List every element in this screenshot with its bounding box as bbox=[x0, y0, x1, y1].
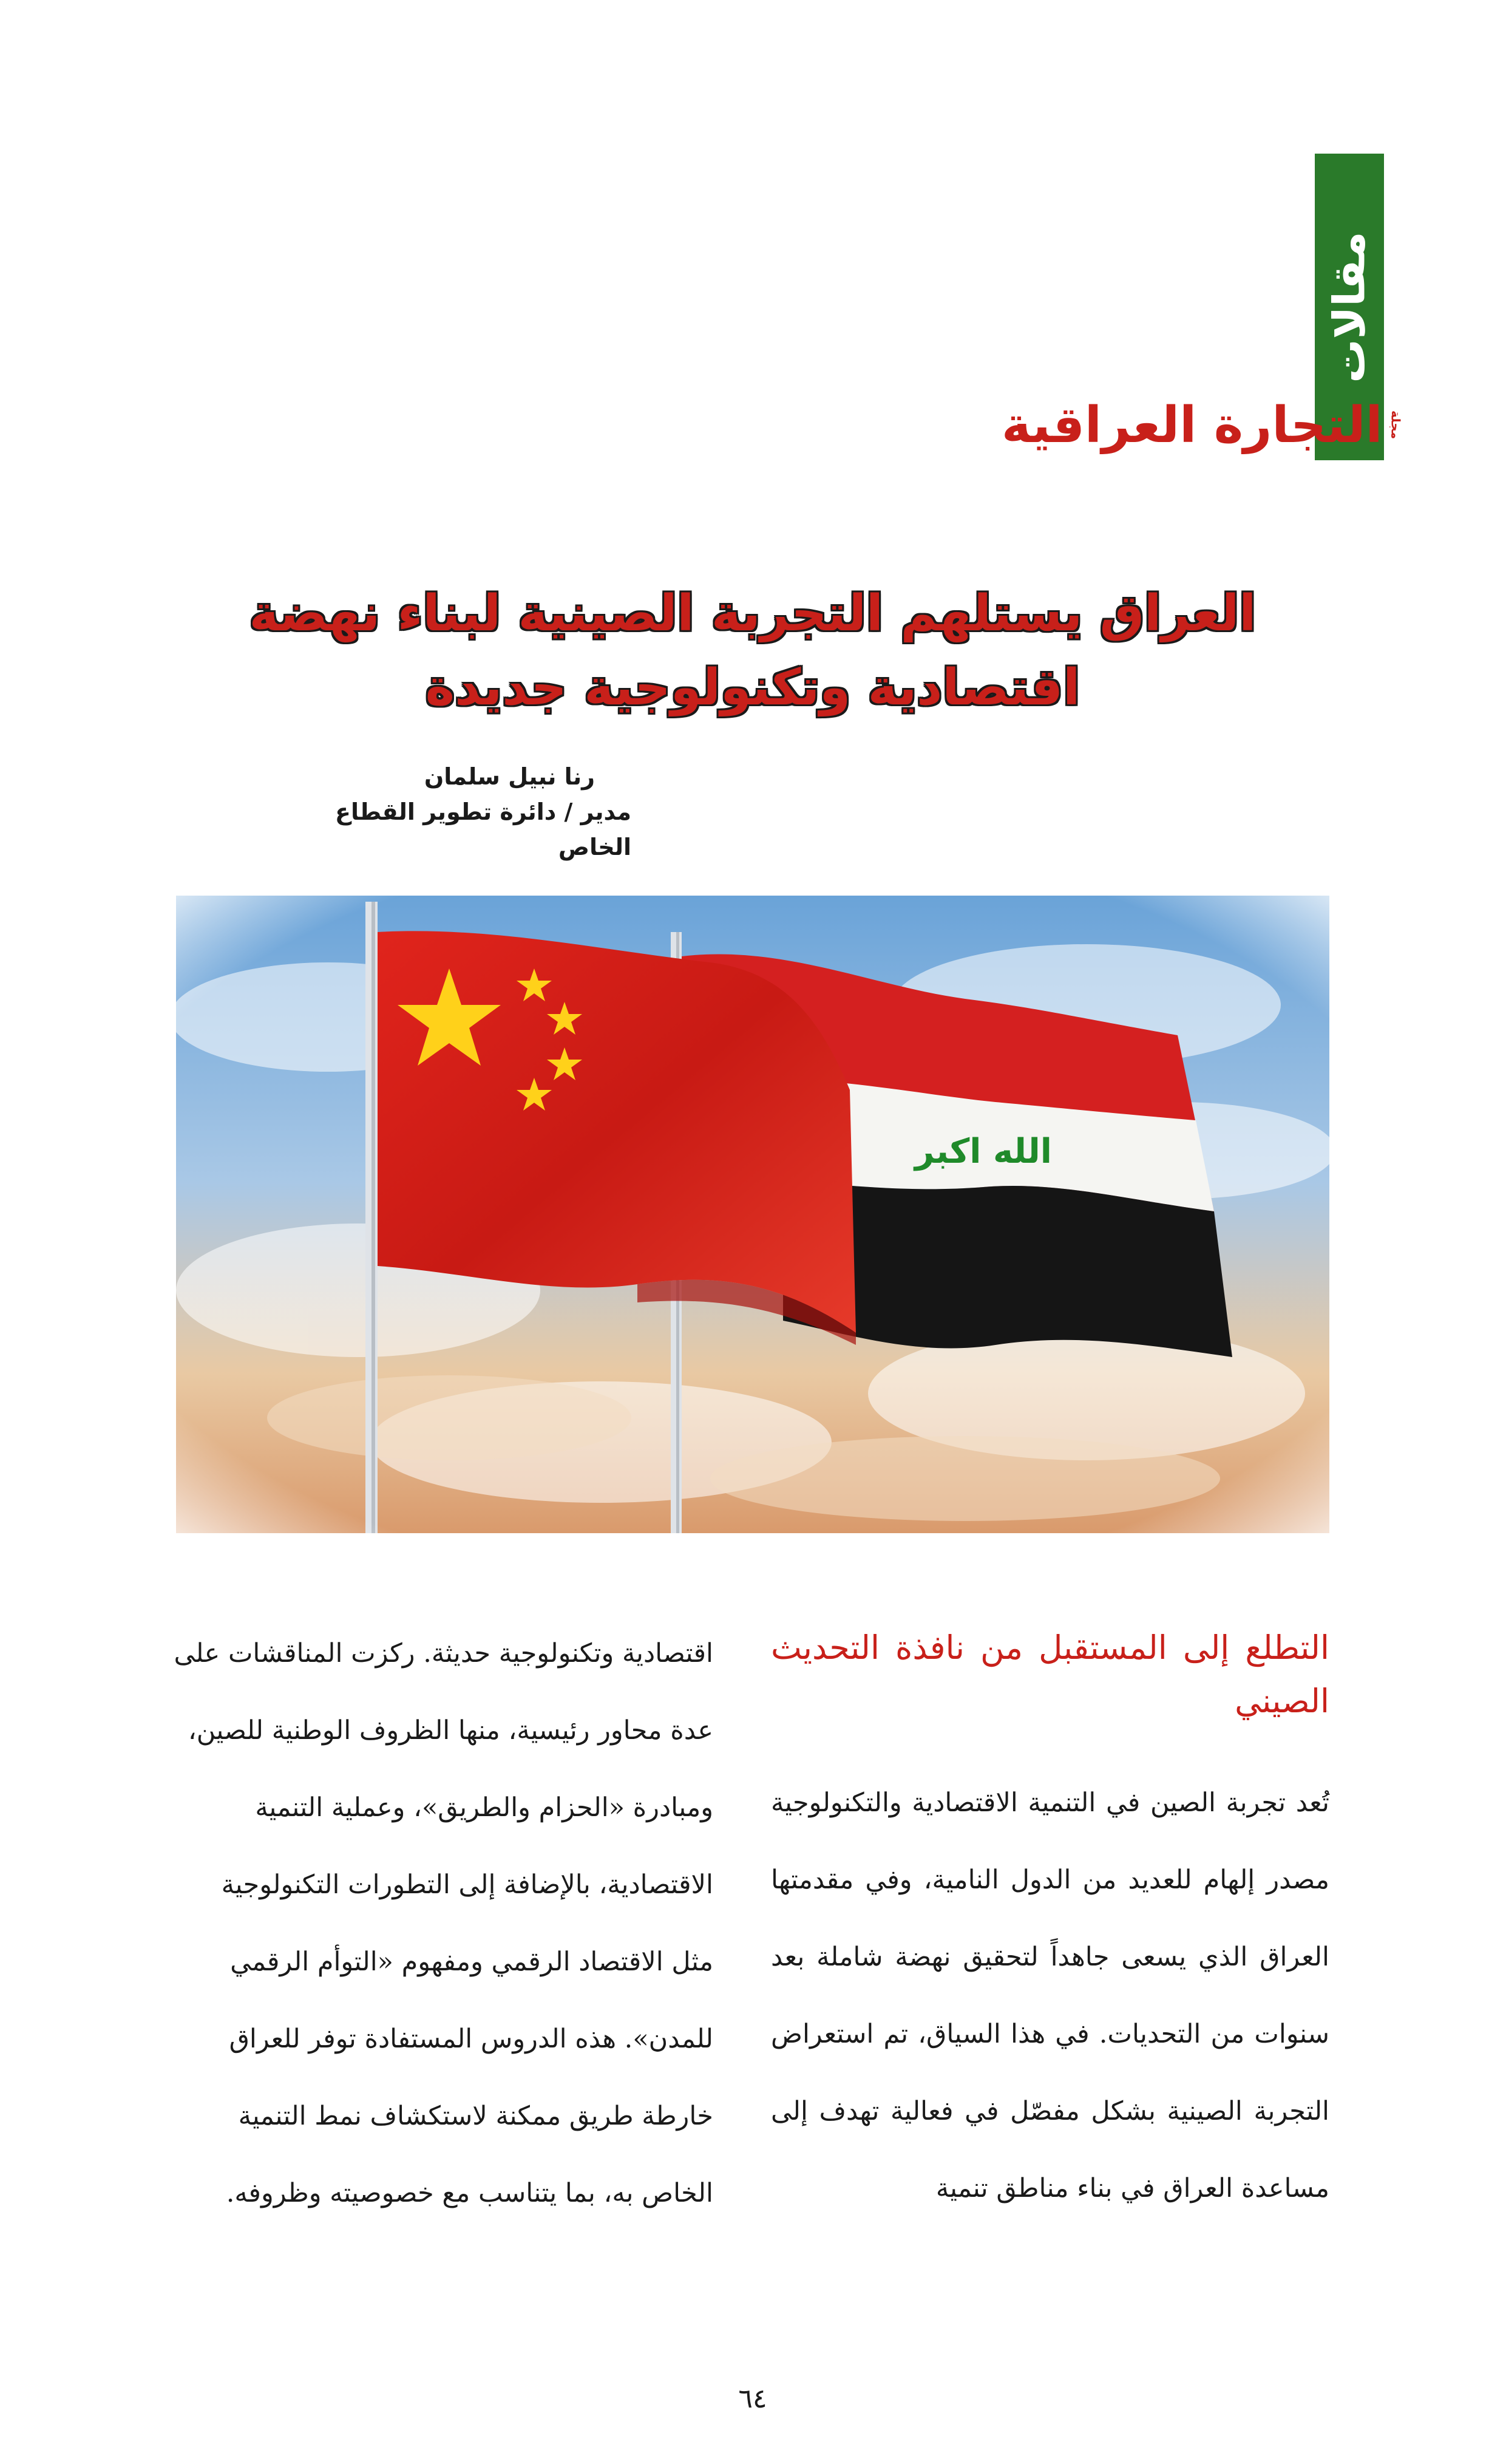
article-title-line-1: العراق يستلهم التجربة الصينية لبناء نهضة bbox=[249, 585, 1257, 642]
magazine-logo-word: مجلة bbox=[1388, 410, 1403, 440]
left-column-paragraph: اقتصادية وتكنولوجية حديثة. ركزت المناقشات على عدة محاور رئيسية، منها الظروف الوطنية للصين، ومبادرة «الحزام والطريق»، وعملية التنمية الاقتصادية، بالإضافة إلى التطورات التكنولوجية مثل الاقتصاد الرقمي ومفهوم «التوأم الرقمي للمدن». هذه الدروس المستفادة توفر للعراق خارطة طريق ممكنة لاستكشاف نمط التنمية الخاص به، بما يتناسب مع خصوصيته وظروفه. bbox=[174, 1638, 713, 2208]
author-role: مدير / دائرة تطوير القطاع الخاص bbox=[335, 798, 631, 860]
article-title-line-2: اقتصادية وتكنولوجية جديدة bbox=[425, 659, 1080, 716]
left-column bbox=[173, 1615, 713, 2232]
magazine-logo bbox=[1002, 389, 1403, 461]
magazine-logo-name: التجارة العراقية bbox=[1002, 396, 1383, 454]
author-name: رنا نبيل سلمان bbox=[424, 763, 595, 790]
flags-illustration bbox=[176, 896, 1329, 1533]
right-column bbox=[771, 1621, 1329, 2227]
article-photo bbox=[176, 896, 1329, 1533]
section-tab-label: مقالات bbox=[1324, 231, 1375, 383]
right-column-paragraph: تُعد تجربة الصين في التنمية الاقتصادية والتكنولوجية مصدر إلهام للعديد من الدول النامية، وفي مقدمتها العراق الذي يسعى جاهداً لتحقيق نهضة شاملة بعد سنوات من التحديات. في هذا السياق، تم استعراض التجربة الصينية بشكل مفصّل في فعالية تهدف إلى مساعدة العراق في بناء مناطق تنمية bbox=[771, 1788, 1329, 2204]
article-title bbox=[231, 577, 1275, 725]
page-number: ٦٤ bbox=[738, 2383, 767, 2414]
author-block bbox=[267, 759, 631, 865]
section-subheading: التطلع إلى المستقبل من نافذة التحديث الصيني bbox=[771, 1628, 1329, 1720]
